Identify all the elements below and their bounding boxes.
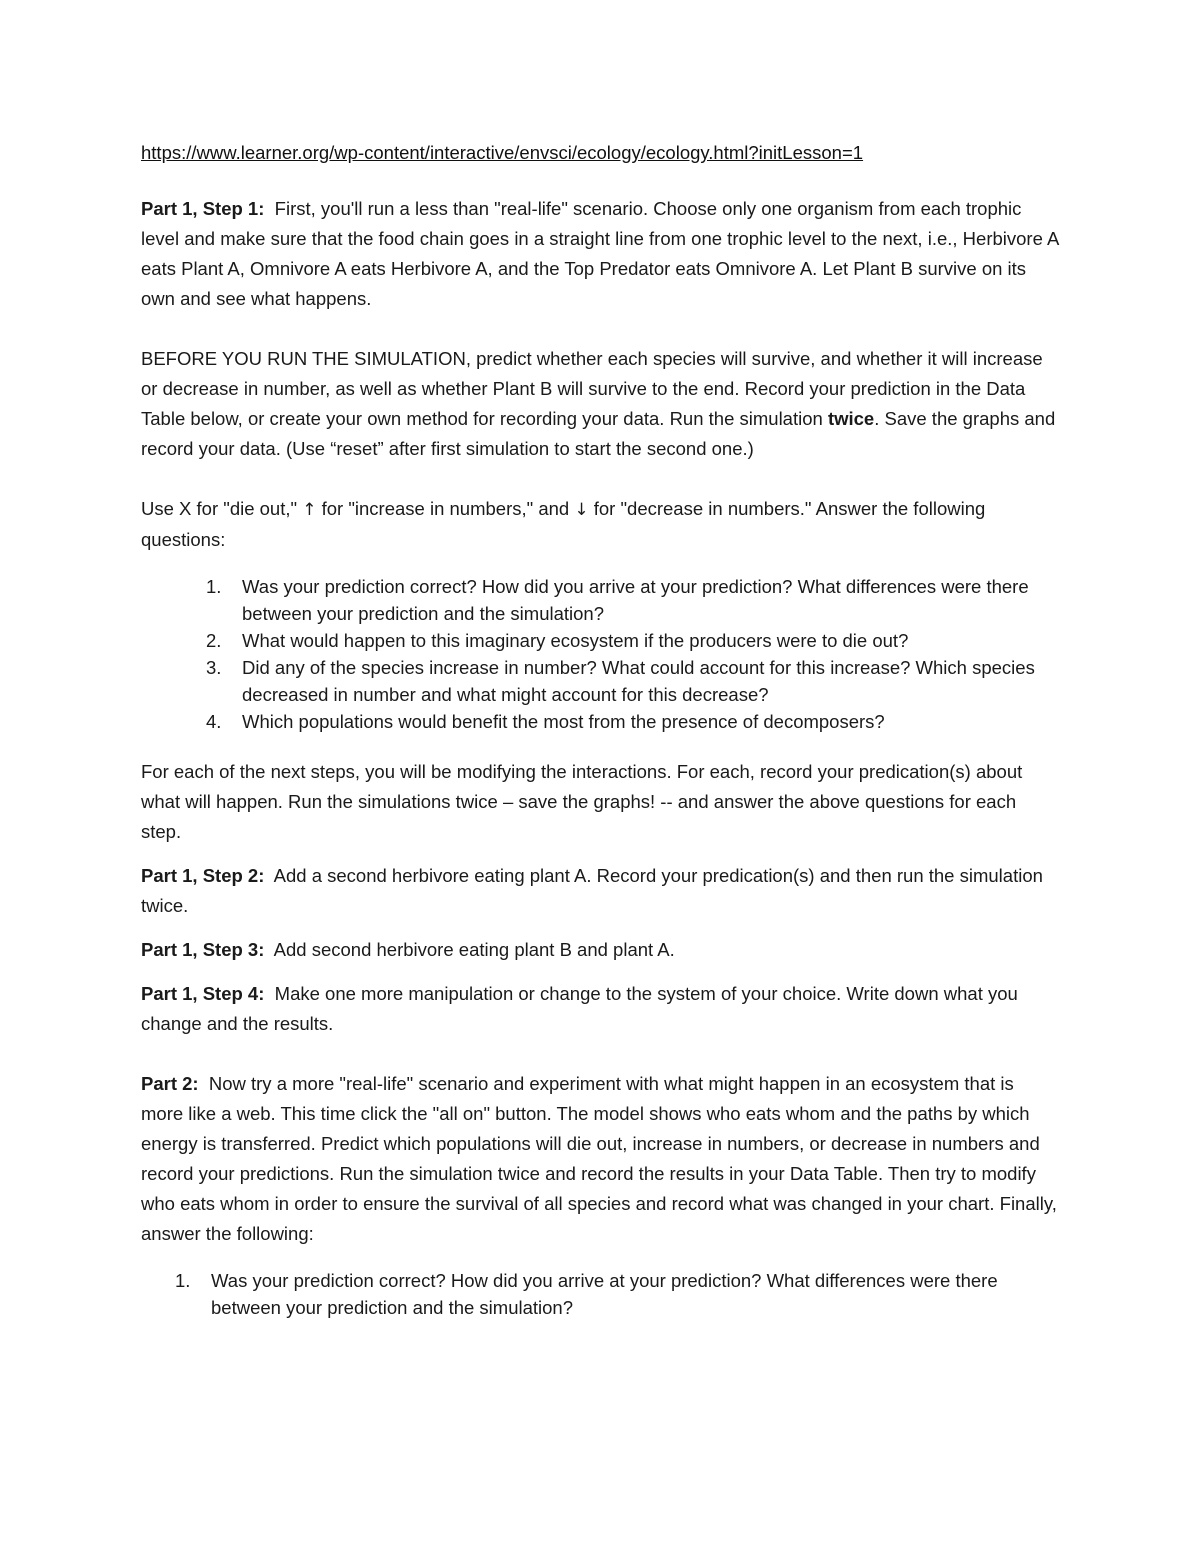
legend-text-c: for "decrease in numbers." Answer the following questions:: [141, 498, 986, 550]
list-item-number: 1.: [175, 1270, 191, 1291]
legend-text-b: for "increase in numbers," and: [316, 498, 575, 519]
part1-step3-text: Add second herbivore eating plant B and plant A.: [273, 939, 675, 960]
list-item-number: 2.: [206, 630, 222, 651]
part1-step4-label: Part 1, Step 4:: [141, 983, 265, 1004]
legend-text-a: Use X for "die out,": [141, 498, 303, 519]
part1-step2-paragraph: [141, 861, 1061, 921]
list-item-text: Which populations would benefit the most from the presence of decomposers?: [242, 711, 885, 732]
part1-step4-paragraph: [141, 979, 1061, 1039]
list-item: [141, 627, 1061, 654]
lesson-url-link[interactable]: https://www.learner.org/wp-content/interactive/envsci/ecology/ecology.html?initLesson=1: [141, 142, 864, 163]
part1-step3-label: Part 1, Step 3:: [141, 939, 265, 960]
list-item-text: Was your prediction correct? How did you arrive at your prediction? What differences were there between your prediction and the simulation?: [211, 1270, 998, 1318]
next-steps-paragraph: For each of the next steps, you will be modifying the interactions. For each, record your predication(s) about what will happen. Run the simulations twice – save the graphs! -- and answer the above questions for each step.: [141, 761, 1023, 842]
legend-paragraph: [141, 494, 1061, 555]
list-item-text: What would happen to this imaginary ecosystem if the producers were to die out?: [242, 630, 909, 651]
part1-step1-label: Part 1, Step 1:: [141, 198, 265, 219]
list-item-number: 3.: [206, 657, 222, 678]
part1-step2-label: Part 1, Step 2:: [141, 865, 265, 886]
list-item-number: 1.: [206, 576, 222, 597]
before-text-b: . Save the graphs and record your data. (Use “reset” after first simulation to start the second one.): [141, 408, 1056, 459]
part2-questions-list: [141, 1267, 1061, 1321]
part1-step3-paragraph: [141, 935, 1061, 965]
part1-step1-text: First, you'll run a less than "real-life" scenario. Choose only one organism from each trophic level and make sure that the food chain goes in a straight line from one trophic level to the next, i.e., Herbivore A eats Plant A, Omnivore A eats Herbivore A, and the Top Predator eats Omnivore A. Let Plant B survive on its own and see what happens.: [141, 198, 1059, 309]
part1-step1-paragraph: [141, 194, 1061, 314]
list-item: [141, 1267, 1061, 1321]
document-page: [141, 138, 1061, 1321]
part1-step2-text: Add a second herbivore eating plant A. Record your predication(s) and then run the simulation twice.: [141, 865, 1043, 916]
before-bold-twice: twice: [827, 408, 875, 429]
before-text-a: BEFORE YOU RUN THE SIMULATION, predict whether each species will survive, and whether it will increase or decrease in number, as well as whether Plant B will survive to the end. Record your prediction in the Data Table below, or create your own method for recording your data. Run the simulation: [141, 348, 1043, 429]
list-item-text: Was your prediction correct? How did you arrive at your prediction? What differences were there between your prediction and the simulation?: [242, 576, 1029, 624]
list-item-number: 4.: [206, 711, 222, 732]
list-item: [141, 708, 1061, 735]
part1-step4-text: Make one more manipulation or change to the system of your choice. Write down what you change and the results.: [141, 983, 1018, 1034]
list-item-text: Did any of the species increase in number? What could account for this increase? Which species decreased in number and what might account for this decrease?: [242, 657, 1035, 705]
part2-label: Part 2:: [141, 1073, 199, 1094]
part2-paragraph: [141, 1069, 1061, 1249]
down-arrow-icon: ↓: [574, 500, 589, 520]
list-item: [141, 654, 1061, 708]
before-simulation-paragraph: [141, 344, 1061, 464]
up-arrow-icon: ↑: [302, 500, 317, 520]
list-item: [141, 573, 1061, 627]
part2-text: Now try a more "real-life" scenario and experiment with what might happen in an ecosystem that is more like a web. This time click the "all on" button. The model shows who eats whom and the paths by which energy is transferred. Predict which populations will die out, increase in numbers, or decrease in numbers and record your predictions. Run the simulation twice and record the results in your Data Table. Then try to modify who eats whom in order to ensure the survival of all species and record what was changed in your chart. Finally, answer the following:: [141, 1073, 1057, 1244]
part1-questions-list: [141, 573, 1061, 735]
